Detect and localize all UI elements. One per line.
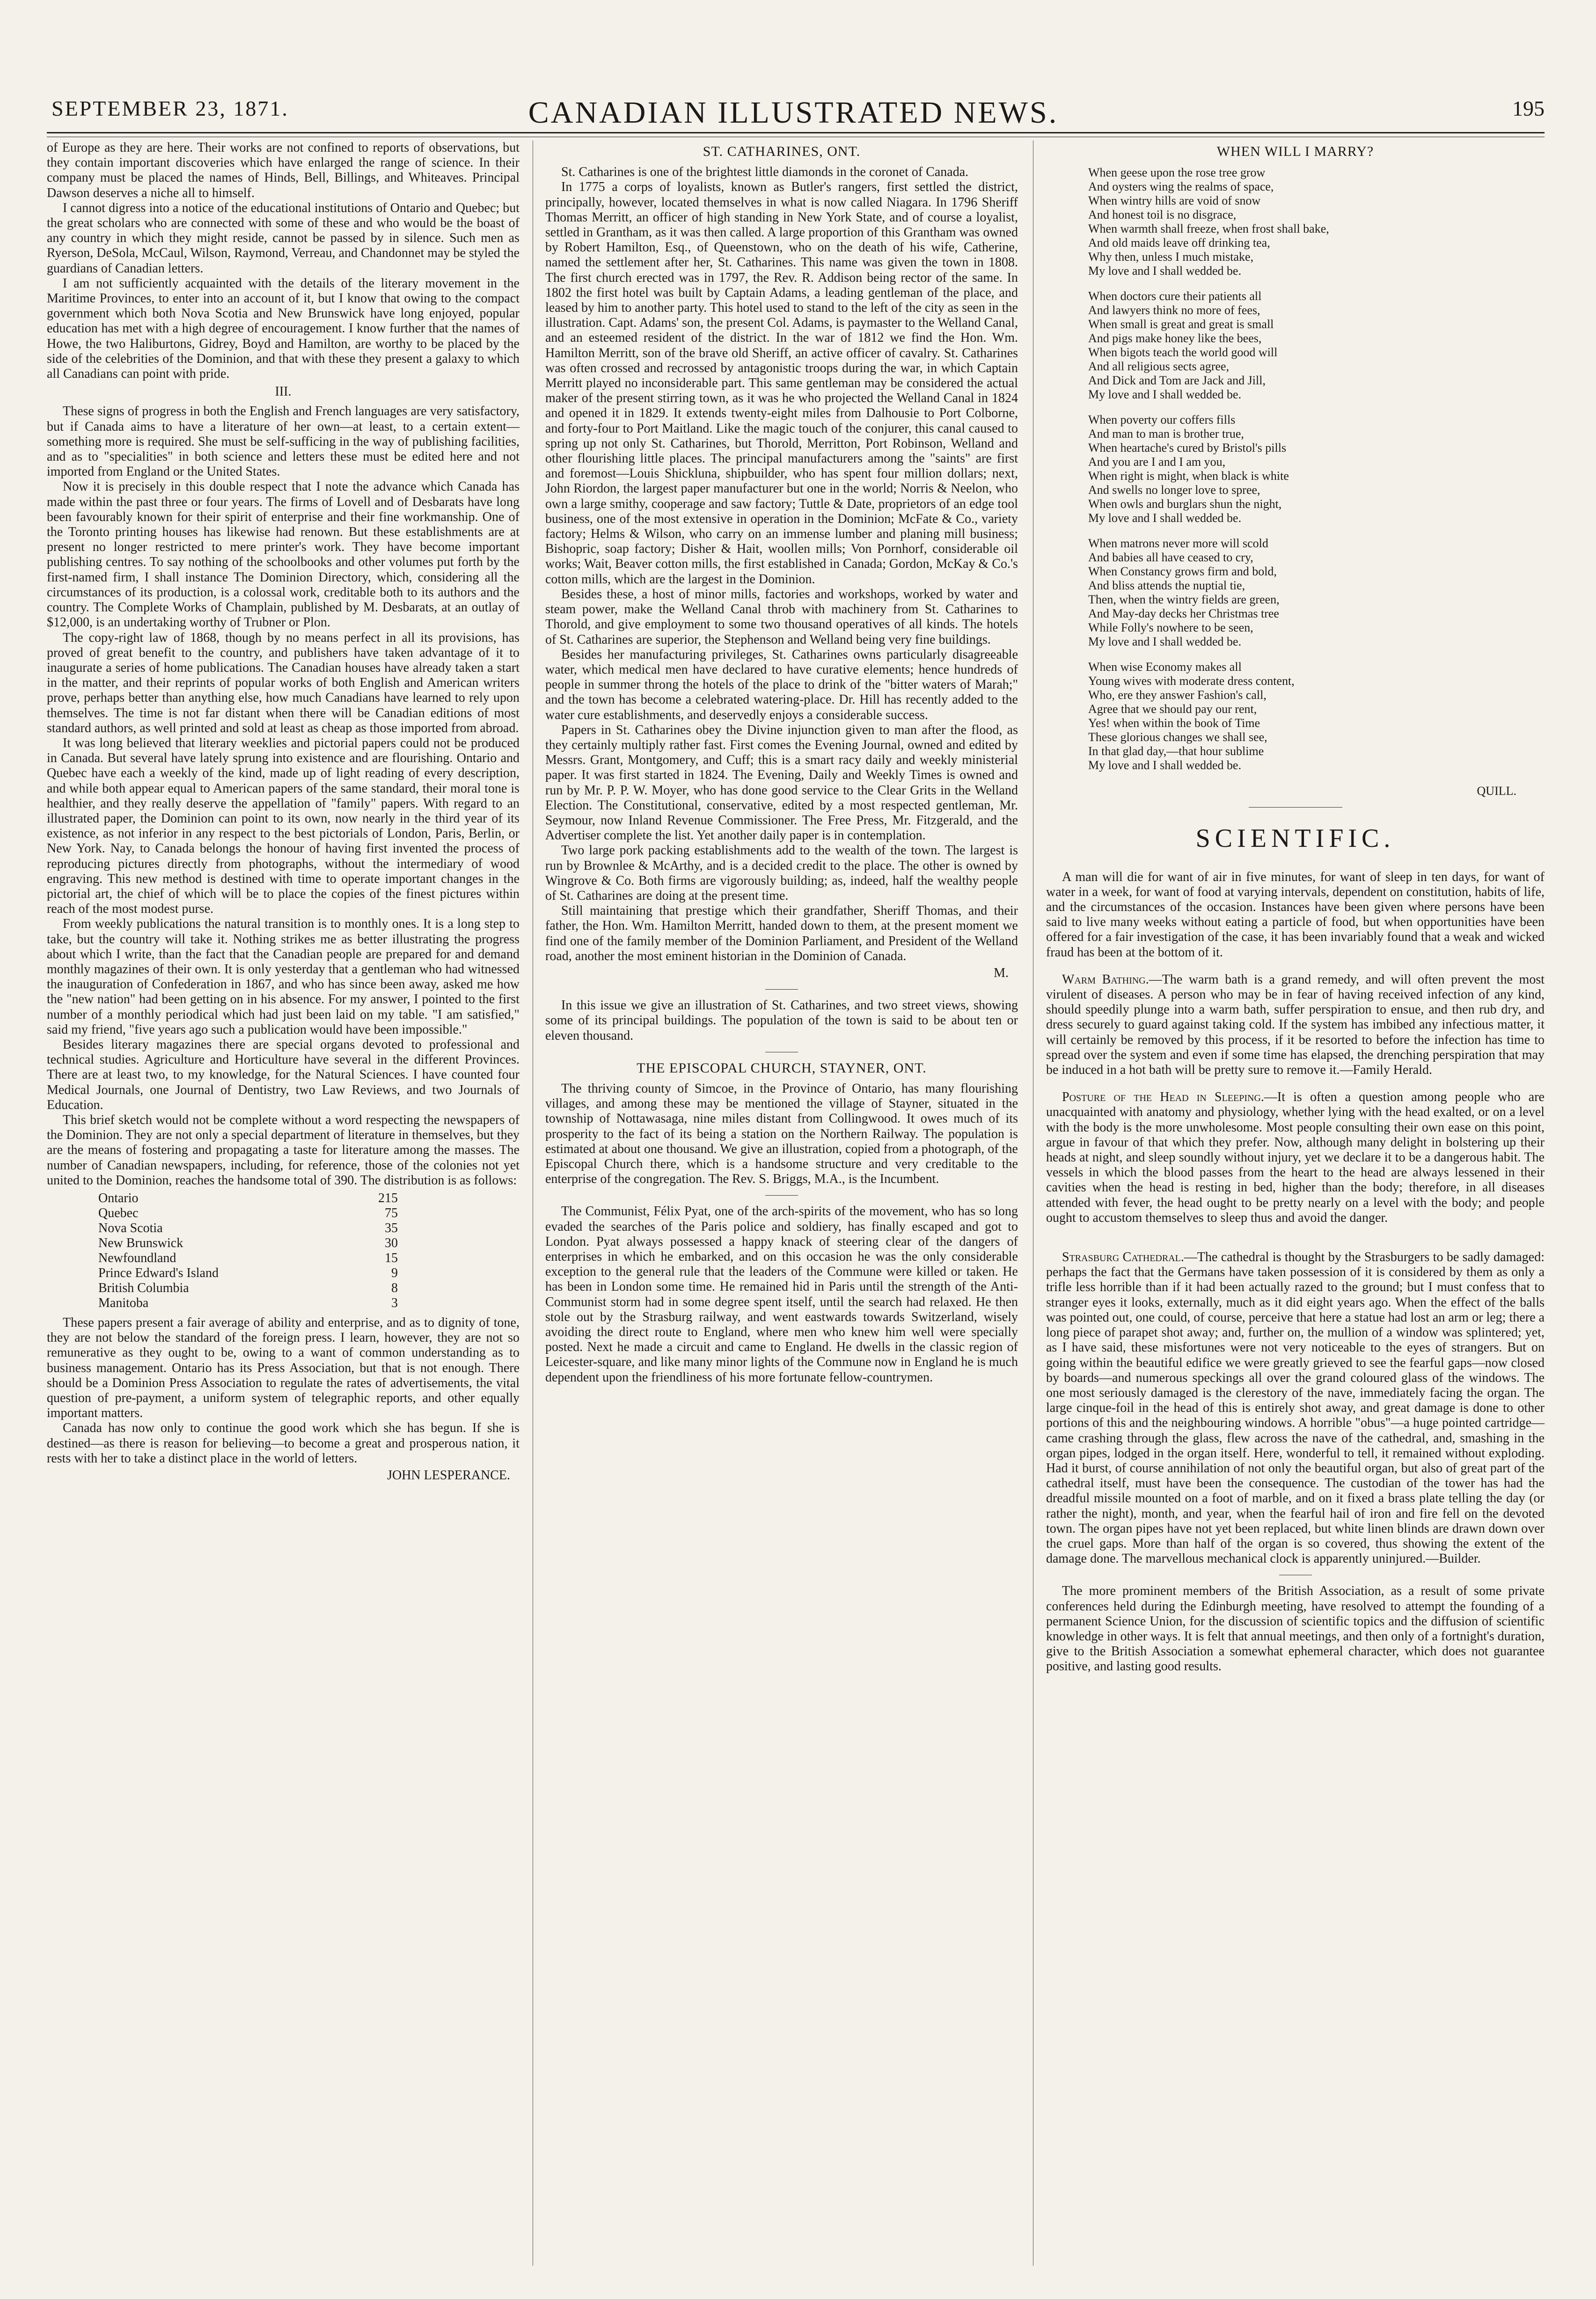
author-signature: M. <box>994 965 1009 980</box>
paragraph: Now it is precisely in this double respect that I note the advance which Canada has made within the past three or four years. The firms of Lovell and of Desbarats have long been favourably known for their spirit of enterprise and their fine workmanship. One of the Toronto printing houses has likewise had renown. But these establishments are at present no longer restricted to mere printer's work. They have become important publishing centres. To say nothing of the schoolbooks and other volumes put forth by the first-named firm, I shall instance The Dominion Directory, which, considering all the circumstances of its production, is a colossal work, creditable both to its authors and the country. The Complete Works of Champlain, published by M. Desbarats, at an outlay of $12,000, is an undertaking worthy of Trubner or Plon. <box>47 479 520 630</box>
paragraph: St. Catharines is one of the brightest little diamonds in the coronet of Canada. <box>561 165 969 180</box>
province: Prince Edward's Island <box>98 1266 219 1281</box>
poem-title: WHEN WILL I MARRY? <box>1216 144 1374 159</box>
poem-line: When small is great and great is small <box>1088 317 1274 331</box>
poem <box>1088 166 1545 772</box>
poem-line: Who, ere they answer Fashion's call, <box>1088 688 1267 702</box>
page-number: 195 <box>1512 96 1545 120</box>
table-row <box>98 1281 398 1296</box>
poem-line: When warmth shall freeze, when frost shall bake, <box>1088 222 1329 236</box>
table-row <box>98 1266 398 1281</box>
paragraph: I cannot digress into a notice of the educational institutions of Ontario and Quebec; but the great scholars who are connected with some of these and who would be the boast of any country in which they might reside, cannot be passed by in silence. Such men as Ryerson, DeSola, McCaul, Wilson, Raymond, Verreau, and Chandonnet may be styled the guardians of Canadian letters. <box>47 200 520 276</box>
paper-count: 3 <box>391 1296 398 1311</box>
poem-line: When right is might, when black is white <box>1088 469 1289 483</box>
paper-count: 30 <box>385 1236 398 1251</box>
column-3 <box>1046 140 1545 1675</box>
poem-line: When bigots teach the world good will <box>1088 345 1278 360</box>
paragraph-lead: Strasburg Cathedral. <box>1062 1250 1184 1265</box>
masthead-rule <box>47 132 1545 133</box>
table-row <box>98 1206 398 1221</box>
poem-line: And oysters wing the realms of space, <box>1088 180 1274 194</box>
paragraph: The more prominent members of the British Association, as a result of some private conferences held during the Edinburgh meeting, have resolved to attempt the founding of a permanent Science Union, for the discussion of scientific topics and the diffusion of scientific knowledge in other ways. It is felt that annual meetings, and then only of a fortnight's duration, give to the British Association a somewhat ephemeral character, which does not guarantee positive, and lasting good results. <box>1046 1584 1545 1674</box>
paper-title: CANADIAN ILLUSTRATED NEWS. <box>528 95 1059 130</box>
province: British Columbia <box>98 1281 189 1296</box>
paper-count: 75 <box>385 1206 398 1221</box>
poem-line: Agree that we should pay our rent, <box>1088 702 1257 716</box>
paragraph: Besides her manufacturing privileges, St. Catharines owns particularly disagreeable water, which medical men have declared to have curative elements; hence hundreds of people in summer throng the hotels of the place to drink of the "bitter waters of Marah;" and the town has become a celebrated watering-place. Dr. Hill has recently added to the water cure establishments, and deservedly enjoys a considerable success. <box>545 647 1018 722</box>
paper-count: 15 <box>385 1251 398 1266</box>
paragraph-body: —The cathedral is thought by the Strasburgers to be sadly damaged: perhaps the fact that the Germans have taken possession of it is considered by them as only a trifle less horrible than if it had been actually razed to the ground; but I must confess that to stranger eyes it looks, externally, much as it did eight years ago. When the effect of the balls was pointed out, one could, of course, perceive that here a statue had lost an arm or leg; there a long piece of parapet shot away; and, further on, the mullion of a window was splintered; yet, as I have said, these misfortunes were not very noticeable to the eyes of strangers. But on going within the beautiful edifice we were greatly grieved to see the fearful gaps—now closed by boards—and numerous speckings all over the grand coloured glass of the windows. The one most seriously damaged is the clerestory of the nave, immediately facing the organ. The large cinque-foil in the head of this is entirely shot away, and great damage is done to other portions of this and the neighbouring windows. A horrible "obus"—a huge pointed cartridge—came crashing through the glass, flew across the nave of the cathedral, and, smashing in the organ pipes, lodged in the organ itself. Here, wonderful to tell, it remained without exploding. Had it burst, of course annihilation of not only the beautiful organ, but also of great part of the cathedral itself, must have been the consequence. The custodian of the tower has had the dreadful missile mounted on a foot of marble, and on it fixed a brass plate telling the day (or rather the night), month, and year, when the fearful hail of iron and fire fell on the devoted town. The organ pipes have not yet been replaced, but white linen blinds are drawn down over the cruel gaps. More than half of the organ is so covered, thus showing the extent of the damage done. The marvellous mechanical clock is apparently uninjured.—Builder. <box>1046 1250 1545 1566</box>
poem-line: When Constancy grows firm and bold, <box>1088 565 1277 579</box>
paragraph: Papers in St. Catharines obey the Divine injunction given to man after the flood, as they certainly multiply rather fast. First comes the Evening Journal, owned and edited by Messrs. Grant, Montgomery, and Cuff; this is a smart racy daily and weekly ministerial paper. It was first started in 1824. The Evening, Daily and Weekly Times is owned and run by Mr. P. P. W. Moyer, who has done good service to the Clear Grits in the Welland Election. The Constitutional, conservative, edited by a most respected gentleman, Mr. Seymour, now Inland Revenue Commissioner. The Free Press, Mr. Fitzgerald, and the Advertiser complete the list. Yet another daily paper is in contemplation. <box>545 722 1018 843</box>
paragraph-body: —The warm bath is a grand remedy, and will often prevent the most virulent of diseases. A person who may be in fear of having received infection of any kind, should speedily plunge into a warm bath, suffer perspiration to ensue, and then rub dry, and dress securely to guard against taking cold. If the system has imbibed any infectious matter, it will certainly be removed by this process, if it be resorted to before the infection has time to spread over the system and even if some time has elapsed, the drenching perspiration that may be induced in a hot bath will be pretty sure to remove it.—Family Herald. <box>1046 972 1545 1078</box>
poem-line: And all religious sects agree, <box>1088 360 1230 374</box>
table-row <box>98 1251 398 1266</box>
province: Newfoundland <box>98 1251 176 1266</box>
poem-line: When poverty our coffers fills <box>1088 413 1236 427</box>
newspaper-distribution-table <box>98 1191 398 1311</box>
poet-signature: QUILL. <box>1477 784 1516 798</box>
poem-line: Then, when the wintry fields are green, <box>1088 593 1280 607</box>
province: Ontario <box>98 1191 139 1206</box>
article-heading: THE EPISCOPAL CHURCH, STAYNER, ONT. <box>637 1060 927 1076</box>
poem-line: My love and I shall wedded be. <box>1088 758 1242 772</box>
poem-line: While Folly's nowhere to be seen, <box>1088 621 1253 635</box>
paragraph: The Communist, Félix Pyat, one of the arch-spirits of the movement, who has so long evaded the searches of the Paris police and soldiery, has finally escaped and got to London. Pyat always possessed a happy knack of steering clear of the dangers of enterprises in which he embarked, and on this occasion he was the only considerable exception to the general rule that the leaders of the Commune were killed or taken. He has been in London some time. He remained hid in Paris until the strength of the Anti-Communist storm had in some degree spent itself, until the search had relaxed. He then stole out by the Strasburg railway, and went eastwards towards Switzerland, wisely avoiding the direct route to England, where men who knew him well were specially posted. Next he made a circuit and came to England. He dwells in the classic region of Leicester-square, and like many minor lights of the Commune now in England he is much dependent upon the friendliness of his more fortunate fellow-countrymen. <box>545 1204 1018 1385</box>
paragraph: In 1775 a corps of loyalists, known as Butler's rangers, first settled the district, principally, however, located themselves in what is now called Niagara. In 1796 Sheriff Thomas Merritt, an officer of high standing in New York State, and of course a loyalist, settled in Grantham, as it was then called. A large proportion of this Grantham was owned by Robert Hamilton, Esq., of Queenstown, who on the death of his wife, Catherine, named the settlement after her, St. Catharines. This name was given the town in 1808. The first church erected was in 1797, the Rev. R. Addison being rector of the same. In 1802 the first hotel was built by Captain Adams, a leading gentleman of the place, and leased by him to another party. This hotel used to stand to the left of the city as seen in the illustration. Capt. Adams' son, the present Col. Adams, is paymaster to the Welland Canal, and an esteemed resident of the district. In the war of 1812 we find the Hon. Wm. Hamilton Merritt, son of the brave old Sheriff, an active officer of cavalry. St. Catharines was often crossed and recrossed by antagonistic troops during the war, in which Captain Merritt played no inconsiderable part. This same gentleman may be considered the actual maker of the present stirring town, as it was he who projected the Welland Canal in 1824 and opened it in 1829. It extends twenty-eight miles from Dalhousie to Port Colborne, and forty-four to Port Maitland. Like the magic touch of the conjurer, this canal caused to spring up not only St. Catharines, but Thorold, Merritton, Port Robinson, Welland and other flourishing little places. The principal manufacturers among the "saints" are first and foremost—Louis Shickluna, shipbuilder, who has spent four million dollars; next, John Riordon, the largest paper manufacturer but one in the world; Norris & Neelon, who own a large smithy, cooperage and saw factory; Tuttle & Date, proprietors of an edge tool business, one of the most extensive in operation in the Dominion; McFate & Co., variety factory; Helms & Wilson, who carry on an immense lumber and planing mill business; Bishopric, soap factory; Disher & Hait, woollen mills; Von Pornhorf, considerable oil works; Wait, Beaver cotton mills, the first established in Canada; Gordon, McKay & Co.'s cotton mills, which are the largest in the Dominion. <box>545 180 1018 587</box>
paragraph: The thriving county of Simcoe, in the Province of Ontario, has many flourishing villages, and among these may be mentioned the village of Stayner, situated in the township of Nottawasaga, nine miles distant from Collingwood. It owes much of its prosperity to the fact of its being a station on the Northern Railway. The population is estimated at about one thousand. We give an illustration, copied from a photograph, of the Episcopal Church there, which is a handsome structure and very creditable to the enterprise of the congregation. The Rev. S. Briggs, M.A., is the Incumbent. <box>545 1081 1018 1187</box>
poem-line: And you are I and I am you, <box>1088 455 1226 469</box>
issue-date: SEPTEMBER 23, 1871. <box>51 96 289 120</box>
column-1 <box>47 140 520 1483</box>
paragraph: These signs of progress in both the English and French languages are very satisfactory, but if Canada aims to have a literature of her own—at least, to a certain extent—something more is required. She must be self-sufficing in the way of publishing facilities, and as to "specialities" in both science and letters these must be edited here and not imported from England or the United States. <box>47 404 520 479</box>
poem-line: And lawyers think no more of fees, <box>1088 303 1260 317</box>
column-2 <box>545 140 1018 1385</box>
paragraph: Canada has now only to continue the good work which she has begun. If she is destined—as there is reason for believing—to become a great and prosperous nation, it rests with her to take a distinct place in the world of letters. <box>47 1421 520 1466</box>
paragraph-lead: Posture of the Head in Sleeping. <box>1062 1090 1264 1105</box>
section-heading: SCIENTIFIC. <box>1195 824 1395 853</box>
paragraph-body: —It is often a question among people who are unacquainted with anatomy and physiology, whether lying with the head exalted, or on a level with the body is the more unwholesome. Most people consulting their own ease on this point, argue in favour of that which they prefer. Now, although many delight in bolstering up their heads at night, and sleep soundly without injury, yet we declare it to be a dangerous habit. The vessels in which the blood passes from the heart to the head are always lessened in their cavities when the head is resting in bed, higher than the body; therefore, in all diseases attended with fever, the head ought to be pretty nearly on a level with the body; and people ought to accustom themselves to sleep thus and avoid the danger. <box>1046 1090 1545 1225</box>
poem-line: My love and I shall wedded be. <box>1088 511 1242 525</box>
paragraph: The copy-right law of 1868, though by no means perfect in all its provisions, has proved of great benefit to the country, and publishers have taken advantage of it to inaugurate a series of home publications. The Canadian houses have already taken a start in the matter, and their reprints of popular works of both English and American writers prove, perhaps better than anything else, how much Canadians have learned to rely upon themselves. The time is not far distant when there will be Canadian editions of most standard authors, as well printed and sold at least as cheap as those imported from abroad. <box>47 630 520 735</box>
table-row <box>98 1296 398 1311</box>
poem-line: And old maids leave off drinking tea, <box>1088 236 1270 250</box>
stanza <box>1088 413 1545 525</box>
poem-line: And Dick and Tom are Jack and Jill, <box>1088 374 1266 388</box>
paragraph: Besides these, a host of minor mills, factories and workshops, worked by water and steam power, make the Welland Canal throb with machinery from St. Catharines to Thorold, and give employment to some two thousand operatives of all kinds. The hotels of St. Catharines are superior, the Stephenson and Welland being very fine buildings. <box>545 587 1018 647</box>
paper-count: 35 <box>385 1221 398 1236</box>
masthead <box>37 91 1549 143</box>
article-heading: ST. CATHARINES, ONT. <box>703 144 861 159</box>
stanza <box>1088 660 1545 772</box>
poem-line: When wintry hills are void of snow <box>1088 194 1261 208</box>
paragraph: This brief sketch would not be complete without a word respecting the newspapers of the Dominion. They are not only a special department of literature in themselves, but they are the means of fostering and propagating a taste for literature among the masses. The number of Canadian newspapers, including, for reference, those of the colonies not yet united to the Dominion, reaches the handsome total of 390. The distribution is as follows: <box>47 1113 520 1188</box>
poem-line: And babies all have ceased to cry, <box>1088 551 1253 565</box>
stanza <box>1088 536 1545 649</box>
poem-line: And pigs make honey like the bees, <box>1088 331 1262 345</box>
separator <box>765 1195 798 1196</box>
poem-line: When doctors cure their patients all <box>1088 289 1262 303</box>
poem-line: When heartache's cured by Bristol's pills <box>1088 441 1287 455</box>
paragraph: It was long believed that literary weeklies and pictorial papers could not be produced in Canada. But several have lately sprung into existence and are flourishing. Ontario and Quebec have each a weekly of the kind, made up of light reading of every description, and while both appear equal to American papers of the same standard, their moral tone is healthier, and they really deserve the appellation of "family" papers. With regard to an illustrated paper, the Dominion can point to its own, now nearly in the third year of its existence, as not inferior in any respect to the best pictorials of London, Paris, Berlin, or New York. Nay, to Canada belongs the honour of having first invented the process of reproducing pictures directly from photographs, without the intermediary of wood engraving. This new method is destined with time to operate important changes in the pictorial art, the chief of which will be to place the copies of the finest pictures within reach of the most modest purse. <box>47 735 520 917</box>
paragraph <box>1046 1250 1545 1566</box>
paragraph: of Europe as they are here. Their works are not confined to reports of observations, but they contain important discoveries which have enlarged the range of science. In their company must be placed the names of Hinds, Bell, Billings, and Whiteaves. Principal Dawson deserves a niche all to himself. <box>47 140 520 200</box>
poem-line: In that glad day,—that hour sublime <box>1088 744 1264 758</box>
paper-count: 8 <box>391 1281 398 1296</box>
table-row <box>98 1221 398 1236</box>
poem-line: And man to man is brother true, <box>1088 427 1244 441</box>
poem-line: My love and I shall wedded be. <box>1088 388 1242 402</box>
stanza <box>1088 289 1545 402</box>
poem-line: And bliss attends the nuptial tie, <box>1088 579 1245 593</box>
table-row <box>98 1191 398 1206</box>
poem-line: And honest toil is no disgrace, <box>1088 208 1237 222</box>
separator <box>765 989 798 990</box>
section-numeral: III. <box>275 384 292 399</box>
paragraph: Still maintaining that prestige which their grandfather, Sheriff Thomas, and their father, the Hon. Wm. Hamilton Merritt, handed down to them, at the present moment we find one of the family member of the Dominion Parliament, and President of the Welland road, another the most eminent historian in the Dominion of Canada. <box>545 903 1018 963</box>
paragraph-lead: Warm Bathing. <box>1062 972 1149 987</box>
province: New Brunswick <box>98 1236 183 1251</box>
paragraph: I am not sufficiently acquainted with the details of the literary movement in the Maritime Provinces, to enter into an account of it, but I know that owing to the compact government which both Nova Scotia and New Brunswick have long enjoyed, popular education has met with a high degree of encouragement. I know further that the names of Howe, the two Haliburtons, Gidrey, Boyd and Hamilton, are worthy to be placed by the side of the celebrities of the Dominion, and that with these they present a galaxy to which all Canadians can point with pride. <box>47 276 520 382</box>
paper-count: 215 <box>378 1191 398 1206</box>
poem-line: And swells no longer love to spree, <box>1088 483 1260 497</box>
province: Manitoba <box>98 1296 149 1311</box>
poem-line: And May-day decks her Christmas tree <box>1088 607 1279 621</box>
paper-count: 9 <box>391 1266 398 1281</box>
paragraph: A man will die for want of air in five minutes, for want of sleep in ten days, for want of water in a week, for want of food at varying intervals, dependent on constitution, habits of life, and the circumstances of the occasion. Instances have been given where persons have been said to live many weeks without eating a particle of food, but when opportunities have been offered for a fair investigation of the case, it has been invariably found that a weak and wicked fraud has been at the bottom of it. <box>1046 869 1545 960</box>
author-signature: JOHN LESPERANCE. <box>387 1468 510 1483</box>
paragraph: Besides literary magazines there are special organs devoted to professional and technical studies. Agriculture and Horticulture have several in the different Provinces. There are at least two, to my knowledge, for the Natural Sciences. I have counted four Medical Journals, one Journal of Dentistry, two Law Reviews, and two Journals of Education. <box>47 1037 520 1112</box>
poem-line: When geese upon the rose tree grow <box>1088 166 1266 180</box>
paragraph: In this issue we give an illustration of St. Catharines, and two street views, showing some of its principal buildings. The population of the town is said to be about ten or eleven thousand. <box>545 998 1018 1043</box>
province: Quebec <box>98 1206 139 1221</box>
poem-line: Why then, unless I much mistake, <box>1088 250 1254 264</box>
paragraph: From weekly publications the natural transition is to monthly ones. It is a long step to take, but the country will take it. Nothing strikes me as better illustrating the progress about which I write, than the fact that the Canadian people are prepared for and demand monthly magazines of their own. It is only yesterday that a gentleman who had witnessed the inauguration of Confederation in 1867, and who has since been away, asked me how the "new nation" had been getting on in his absence. For my answer, I pointed to the first number of a monthly periodical which had just been laid on my table. "I am satisfied," said my friend, "five years ago such a publication would have been impossible." <box>47 917 520 1037</box>
paragraph <box>1046 1090 1545 1226</box>
separator <box>1249 807 1342 808</box>
poem-line: My love and I shall wedded be. <box>1088 635 1242 649</box>
poem-line: When matrons never more will scold <box>1088 536 1268 551</box>
poem-line: When wise Economy makes all <box>1088 660 1242 674</box>
paragraph <box>1046 972 1545 1078</box>
table-row <box>98 1236 398 1251</box>
province: Nova Scotia <box>98 1221 163 1236</box>
paragraph: These papers present a fair average of ability and enterprise, and as to dignity of tone, they are not below the standard of the foreign press. I learn, however, they are not so remunerative as they ought to be, owing to a want of common understanding as to business management. Ontario has its Press Association, but that is not enough. There should be a Dominion Press Association to regulate the rates of advertisements, the vital question of pre-payment, a uniform system of telegraphic reports, and other equally important matters. <box>47 1315 520 1421</box>
newspaper-page <box>37 0 1549 2299</box>
stanza <box>1088 166 1545 278</box>
poem-line: When owls and burglars shun the night, <box>1088 497 1282 511</box>
poem-line: Yes! when within the book of Time <box>1088 716 1260 730</box>
poem-line: Young wives with moderate dress content, <box>1088 674 1295 688</box>
poem-line: My love and I shall wedded be. <box>1088 264 1242 278</box>
poem-line: These glorious changes we shall see, <box>1088 730 1267 744</box>
paragraph: Two large pork packing establishments add to the wealth of the town. The largest is run by Brownlee & McArthy, and is a decided credit to the place. The other is owned by Wingrove & Co. Both firms are vigorously building; as, indeed, half the wealthy people of St. Catharines are doing at the present time. <box>545 843 1018 903</box>
